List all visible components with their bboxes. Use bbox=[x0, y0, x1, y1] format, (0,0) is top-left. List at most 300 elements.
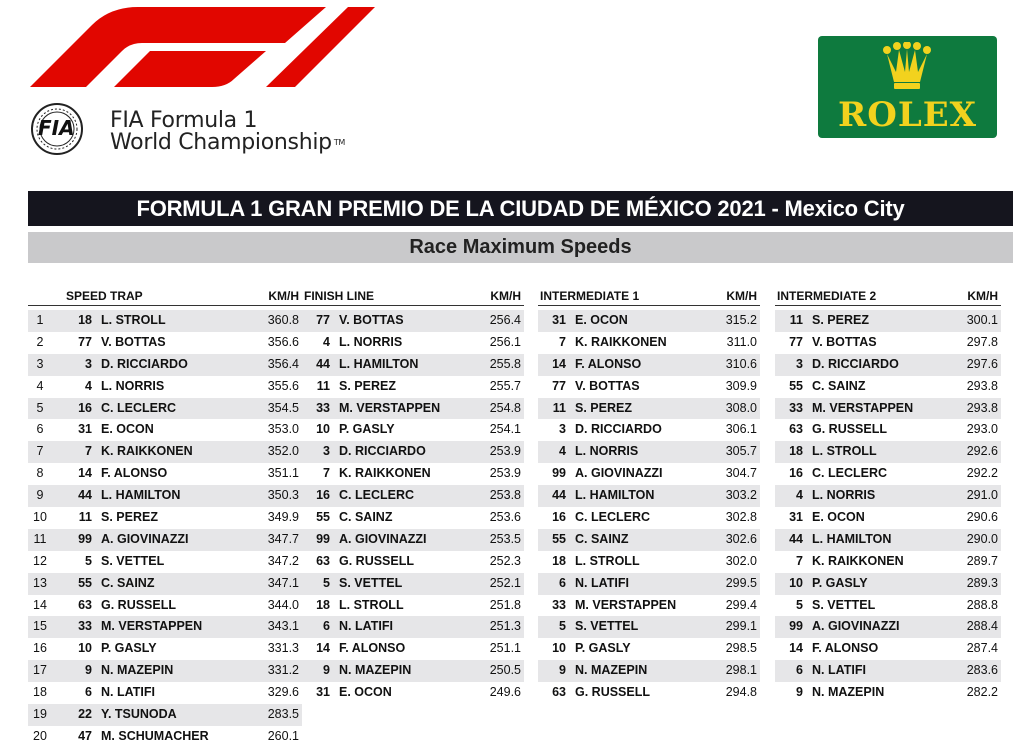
car-number: 63 bbox=[316, 553, 330, 568]
driver-name: P. GASLY bbox=[339, 422, 395, 437]
driver-name: E. OCON bbox=[101, 422, 154, 437]
table-row bbox=[538, 616, 760, 638]
driver-name: E. OCON bbox=[812, 510, 865, 525]
driver-name: S. PEREZ bbox=[339, 378, 396, 393]
car-number: 31 bbox=[789, 510, 803, 525]
car-number: 7 bbox=[796, 553, 803, 568]
speed-value: 290.6 bbox=[966, 510, 998, 525]
speed-value: 349.9 bbox=[267, 510, 299, 525]
fia-wordmark bbox=[110, 110, 345, 154]
table-row bbox=[302, 463, 524, 485]
table-row bbox=[302, 354, 524, 376]
table-row bbox=[302, 638, 524, 660]
table-row bbox=[302, 310, 524, 332]
table-row bbox=[775, 354, 1001, 376]
table-row bbox=[302, 551, 524, 573]
driver-name: E. OCON bbox=[339, 685, 392, 700]
unit-label: KM/H bbox=[967, 289, 998, 303]
driver-name: L. HAMILTON bbox=[575, 488, 655, 503]
speed-value: 356.4 bbox=[267, 356, 299, 371]
speed-value: 352.0 bbox=[267, 444, 299, 459]
speed-value: 353.0 bbox=[267, 422, 299, 437]
driver-name: A. GIOVINAZZI bbox=[575, 466, 663, 481]
speed-value: 299.4 bbox=[725, 597, 757, 612]
table-row bbox=[775, 595, 1001, 617]
driver-name: S. PEREZ bbox=[812, 313, 869, 327]
position: 3 bbox=[36, 356, 44, 371]
position: 11 bbox=[33, 531, 47, 546]
speed-value: 303.2 bbox=[725, 488, 757, 503]
speed-trap-table bbox=[28, 287, 302, 748]
table-row bbox=[302, 441, 524, 463]
speed-value: 250.5 bbox=[489, 663, 521, 678]
driver-name: C. SAINZ bbox=[101, 575, 155, 590]
driver-name: V. BOTTAS bbox=[812, 334, 877, 349]
speed-value: 288.8 bbox=[966, 597, 998, 612]
car-number: 5 bbox=[796, 597, 803, 612]
car-number: 44 bbox=[789, 531, 803, 546]
car-number: 3 bbox=[323, 444, 330, 459]
fia-line1: FIA Formula 1 bbox=[110, 108, 258, 133]
car-number: 5 bbox=[323, 575, 330, 590]
table-row bbox=[28, 485, 302, 507]
table-row bbox=[302, 507, 524, 529]
table-row bbox=[538, 376, 760, 398]
driver-name: L. HAMILTON bbox=[812, 531, 892, 546]
speed-value: 256.1 bbox=[489, 334, 521, 349]
table-header bbox=[775, 287, 1001, 306]
car-number: 10 bbox=[316, 422, 330, 437]
table-row bbox=[28, 726, 302, 748]
speed-value: 252.1 bbox=[489, 575, 521, 590]
car-number: 47 bbox=[78, 728, 92, 743]
speed-value: 302.6 bbox=[725, 531, 757, 546]
speed-value: 253.9 bbox=[489, 466, 521, 481]
speed-value: 291.0 bbox=[966, 488, 998, 503]
car-number: 77 bbox=[78, 334, 92, 349]
speed-value: 355.6 bbox=[267, 378, 299, 393]
table-row bbox=[775, 660, 1001, 682]
table-row bbox=[28, 419, 302, 441]
car-number: 10 bbox=[78, 641, 92, 656]
speed-value: 251.3 bbox=[489, 619, 521, 634]
car-number: 6 bbox=[796, 663, 803, 678]
car-number: 7 bbox=[323, 466, 330, 481]
driver-name: M. VERSTAPPEN bbox=[339, 400, 441, 415]
driver-name: D. RICCIARDO bbox=[339, 444, 426, 459]
table-row bbox=[775, 419, 1001, 441]
car-number: 11 bbox=[316, 378, 330, 393]
speed-value: 252.3 bbox=[489, 553, 521, 568]
page-subtitle: Race Maximum Speeds bbox=[28, 232, 1013, 263]
car-number: 18 bbox=[78, 313, 92, 327]
table-row bbox=[775, 441, 1001, 463]
page-title: FORMULA 1 GRAN PREMIO DE LA CIUDAD DE MÉXICO 2021 - Mexico City bbox=[28, 191, 1013, 226]
table-row bbox=[775, 529, 1001, 551]
car-number: 16 bbox=[789, 466, 803, 481]
table-row bbox=[28, 660, 302, 682]
driver-name: M. SCHUMACHER bbox=[101, 728, 209, 743]
car-number: 44 bbox=[552, 488, 566, 503]
driver-name: A. GIOVINAZZI bbox=[812, 619, 900, 634]
speed-value: 347.1 bbox=[267, 575, 299, 590]
driver-name: K. RAIKKONEN bbox=[575, 334, 667, 349]
car-number: 33 bbox=[78, 619, 92, 634]
driver-name: K. RAIKKONEN bbox=[339, 466, 431, 481]
speed-value: 293.8 bbox=[966, 400, 998, 415]
car-number: 55 bbox=[78, 575, 92, 590]
driver-name: N. MAZEPIN bbox=[575, 663, 648, 678]
speed-value: 293.0 bbox=[966, 422, 998, 437]
speed-value: 290.0 bbox=[966, 531, 998, 546]
table-row bbox=[775, 638, 1001, 660]
speed-value: 288.4 bbox=[966, 619, 998, 634]
speed-value: 292.2 bbox=[966, 466, 998, 481]
speed-value: 308.0 bbox=[725, 400, 757, 415]
unit-label: KM/H bbox=[268, 289, 299, 303]
speed-value: 260.1 bbox=[267, 728, 299, 743]
driver-name: G. RUSSELL bbox=[339, 553, 415, 568]
trademark: TM bbox=[333, 138, 346, 147]
car-number: 6 bbox=[559, 575, 566, 590]
table-row bbox=[538, 682, 760, 704]
speed-value: 289.7 bbox=[966, 553, 998, 568]
speed-value: 298.1 bbox=[725, 663, 757, 678]
speed-value: 289.3 bbox=[966, 575, 998, 590]
car-number: 99 bbox=[552, 466, 566, 481]
table-row bbox=[775, 551, 1001, 573]
unit-label: KM/H bbox=[726, 289, 757, 303]
car-number: 10 bbox=[789, 575, 803, 590]
table-row bbox=[775, 682, 1001, 704]
driver-name: S. VETTEL bbox=[812, 597, 876, 612]
car-number: 14 bbox=[78, 466, 92, 481]
car-number: 55 bbox=[316, 510, 330, 525]
table-row bbox=[28, 616, 302, 638]
table-row bbox=[538, 354, 760, 376]
driver-name: L. NORRIS bbox=[339, 334, 403, 349]
car-number: 31 bbox=[316, 685, 330, 700]
car-number: 4 bbox=[559, 444, 566, 459]
table-row bbox=[28, 529, 302, 551]
table-row bbox=[28, 463, 302, 485]
driver-name: S. PEREZ bbox=[101, 510, 158, 525]
car-number: 99 bbox=[789, 619, 803, 634]
driver-name: N. MAZEPIN bbox=[339, 663, 412, 678]
table-row bbox=[302, 660, 524, 682]
table-row bbox=[28, 332, 302, 354]
driver-name: L. NORRIS bbox=[575, 444, 639, 459]
driver-name: S. VETTEL bbox=[101, 553, 165, 568]
car-number: 10 bbox=[552, 641, 566, 656]
speed-value: 251.8 bbox=[489, 597, 521, 612]
car-number: 4 bbox=[796, 488, 803, 503]
speed-value: 309.9 bbox=[725, 378, 757, 393]
table-row bbox=[302, 529, 524, 551]
car-number: 14 bbox=[789, 641, 803, 656]
table-row bbox=[28, 638, 302, 660]
driver-name: L. STROLL bbox=[101, 313, 166, 327]
table-row bbox=[775, 398, 1001, 420]
unit-label: KM/H bbox=[490, 289, 521, 303]
position: 9 bbox=[36, 488, 44, 503]
table-row bbox=[538, 310, 760, 332]
intermediate-2-table bbox=[775, 287, 1001, 704]
driver-name: F. ALONSO bbox=[575, 356, 642, 371]
table-row bbox=[302, 376, 524, 398]
car-number: 63 bbox=[78, 597, 92, 612]
table-row bbox=[302, 332, 524, 354]
position: 19 bbox=[33, 707, 47, 722]
driver-name: F. ALONSO bbox=[101, 466, 168, 481]
car-number: 9 bbox=[323, 663, 330, 678]
car-number: 3 bbox=[559, 422, 566, 437]
table-row bbox=[775, 507, 1001, 529]
driver-name: D. RICCIARDO bbox=[812, 356, 899, 371]
speed-value: 344.0 bbox=[267, 597, 299, 612]
driver-name: N. LATIFI bbox=[812, 663, 866, 678]
position: 6 bbox=[36, 422, 44, 437]
car-number: 55 bbox=[552, 531, 566, 546]
driver-name: E. OCON bbox=[575, 313, 628, 327]
car-number: 77 bbox=[316, 313, 330, 327]
driver-name: G. RUSSELL bbox=[101, 597, 177, 612]
car-number: 5 bbox=[85, 553, 92, 568]
car-number: 33 bbox=[789, 400, 803, 415]
position: 1 bbox=[36, 313, 44, 327]
car-number: 33 bbox=[552, 597, 566, 612]
car-number: 44 bbox=[78, 488, 92, 503]
speed-value: 299.1 bbox=[725, 619, 757, 634]
table-header bbox=[28, 287, 302, 306]
table-row bbox=[302, 485, 524, 507]
table-row bbox=[28, 441, 302, 463]
car-number: 7 bbox=[559, 334, 566, 349]
speed-value: 329.6 bbox=[267, 685, 299, 700]
table-row bbox=[28, 376, 302, 398]
driver-name: C. LECLERC bbox=[575, 510, 650, 525]
position: 16 bbox=[33, 641, 47, 656]
position: 18 bbox=[33, 685, 47, 700]
car-number: 3 bbox=[85, 356, 92, 371]
speed-value: 255.7 bbox=[489, 378, 521, 393]
car-number: 77 bbox=[552, 378, 566, 393]
table-row bbox=[302, 682, 524, 704]
position: 10 bbox=[33, 510, 47, 525]
driver-name: C. LECLERC bbox=[339, 488, 414, 503]
table-row bbox=[28, 354, 302, 376]
table-row bbox=[538, 529, 760, 551]
car-number: 11 bbox=[789, 313, 803, 327]
table-row bbox=[775, 463, 1001, 485]
driver-name: A. GIOVINAZZI bbox=[101, 531, 189, 546]
table-row bbox=[538, 332, 760, 354]
speed-value: 310.6 bbox=[725, 356, 757, 371]
position: 5 bbox=[36, 400, 44, 415]
speed-value: 311.0 bbox=[726, 334, 757, 349]
table-row bbox=[28, 704, 302, 726]
car-number: 14 bbox=[552, 356, 566, 371]
speed-value: 304.7 bbox=[725, 466, 757, 481]
speed-value: 350.3 bbox=[267, 488, 299, 503]
speed-value: 293.8 bbox=[966, 378, 998, 393]
speed-value: 251.1 bbox=[489, 641, 521, 656]
driver-name: K. RAIKKONEN bbox=[812, 553, 904, 568]
speed-value: 254.1 bbox=[489, 422, 521, 437]
speed-value: 283.6 bbox=[966, 663, 998, 678]
position: 14 bbox=[33, 597, 47, 612]
speed-value: 300.1 bbox=[966, 313, 998, 327]
car-number: 63 bbox=[789, 422, 803, 437]
table-row bbox=[302, 419, 524, 441]
table-row bbox=[28, 682, 302, 704]
car-number: 63 bbox=[552, 685, 566, 700]
speed-value: 331.2 bbox=[267, 663, 299, 678]
speed-value: 302.8 bbox=[725, 510, 757, 525]
driver-name: L. STROLL bbox=[812, 444, 877, 459]
fia-line2-wrap bbox=[110, 132, 345, 154]
position: 20 bbox=[33, 728, 47, 743]
driver-name: C. LECLERC bbox=[101, 400, 176, 415]
driver-name: A. GIOVINAZZI bbox=[339, 531, 427, 546]
speed-value: 287.4 bbox=[966, 641, 998, 656]
car-number: 11 bbox=[552, 400, 566, 415]
fia-line2: World Championship bbox=[110, 130, 332, 155]
speed-value: 253.8 bbox=[489, 488, 521, 503]
column-title: INTERMEDIATE 1 bbox=[540, 289, 640, 303]
position: 4 bbox=[36, 378, 44, 393]
position: 2 bbox=[36, 334, 44, 349]
table-row bbox=[538, 507, 760, 529]
car-number: 11 bbox=[78, 510, 92, 525]
driver-name: V. BOTTAS bbox=[339, 313, 404, 327]
speed-value: 253.5 bbox=[489, 531, 521, 546]
column-title: INTERMEDIATE 2 bbox=[777, 289, 877, 303]
crown-icon bbox=[882, 42, 932, 92]
table-row bbox=[28, 573, 302, 595]
position: 13 bbox=[33, 575, 47, 590]
driver-name: F. ALONSO bbox=[339, 641, 406, 656]
speed-value: 315.2 bbox=[725, 313, 757, 327]
speed-value: 282.2 bbox=[966, 685, 998, 700]
driver-name: S. PEREZ bbox=[575, 400, 632, 415]
driver-name: C. LECLERC bbox=[812, 466, 887, 481]
driver-name: M. VERSTAPPEN bbox=[575, 597, 677, 612]
driver-name: C. SAINZ bbox=[339, 510, 393, 525]
car-number: 33 bbox=[316, 400, 330, 415]
speed-value: 306.1 bbox=[725, 422, 757, 437]
driver-name: V. BOTTAS bbox=[575, 378, 640, 393]
f1-logo bbox=[30, 3, 375, 87]
driver-name: N. LATIFI bbox=[339, 619, 393, 634]
table-row bbox=[538, 463, 760, 485]
table-row bbox=[28, 398, 302, 420]
finish-line-table bbox=[302, 287, 524, 704]
column-title: SPEED TRAP bbox=[66, 289, 143, 303]
speed-value: 249.6 bbox=[489, 685, 521, 700]
table-row bbox=[775, 485, 1001, 507]
driver-name: D. RICCIARDO bbox=[575, 422, 662, 437]
driver-name: C. SAINZ bbox=[575, 531, 629, 546]
speed-value: 356.6 bbox=[267, 334, 299, 349]
table-row bbox=[302, 616, 524, 638]
car-number: 16 bbox=[316, 488, 330, 503]
car-number: 9 bbox=[85, 663, 92, 678]
speed-value: 331.3 bbox=[267, 641, 299, 656]
car-number: 9 bbox=[796, 685, 803, 700]
driver-name: N. MAZEPIN bbox=[812, 685, 885, 700]
speed-value: 292.6 bbox=[966, 444, 998, 459]
speed-value: 298.5 bbox=[725, 641, 757, 656]
position: 7 bbox=[36, 444, 44, 459]
driver-name: F. ALONSO bbox=[812, 641, 879, 656]
speed-value: 351.1 bbox=[267, 466, 299, 481]
driver-name: D. RICCIARDO bbox=[101, 356, 188, 371]
table-row bbox=[775, 616, 1001, 638]
driver-name: G. RUSSELL bbox=[812, 422, 888, 437]
speed-value: 256.4 bbox=[489, 313, 521, 327]
speed-value: 360.8 bbox=[267, 313, 299, 327]
driver-name: M. VERSTAPPEN bbox=[812, 400, 914, 415]
driver-name: M. VERSTAPPEN bbox=[101, 619, 203, 634]
driver-name: Y. TSUNODA bbox=[101, 707, 177, 722]
rolex-logo bbox=[818, 36, 997, 138]
speed-value: 255.8 bbox=[489, 356, 521, 371]
fia-badge-text: FIA bbox=[38, 116, 75, 140]
table-row bbox=[538, 419, 760, 441]
speed-value: 343.1 bbox=[267, 619, 299, 634]
car-number: 7 bbox=[85, 444, 92, 459]
table-row bbox=[538, 485, 760, 507]
speed-value: 253.6 bbox=[489, 510, 521, 525]
driver-name: S. VETTEL bbox=[339, 575, 403, 590]
table-row bbox=[302, 398, 524, 420]
table-header bbox=[538, 287, 760, 306]
table-row bbox=[775, 573, 1001, 595]
driver-name: L. NORRIS bbox=[812, 488, 876, 503]
table-row bbox=[538, 638, 760, 660]
car-number: 5 bbox=[559, 619, 566, 634]
table-row bbox=[28, 551, 302, 573]
speed-value: 305.7 bbox=[725, 444, 757, 459]
car-number: 14 bbox=[316, 641, 330, 656]
driver-name: P. GASLY bbox=[101, 641, 157, 656]
car-number: 16 bbox=[78, 400, 92, 415]
driver-name: L. STROLL bbox=[575, 553, 640, 568]
driver-name: C. SAINZ bbox=[812, 378, 866, 393]
car-number: 44 bbox=[316, 356, 330, 371]
table-row bbox=[538, 441, 760, 463]
driver-name: P. GASLY bbox=[812, 575, 868, 590]
car-number: 16 bbox=[552, 510, 566, 525]
table-row bbox=[775, 332, 1001, 354]
car-number: 55 bbox=[789, 378, 803, 393]
driver-name: L. HAMILTON bbox=[339, 356, 419, 371]
car-number: 18 bbox=[789, 444, 803, 459]
table-row bbox=[28, 310, 302, 332]
speed-value: 283.5 bbox=[267, 707, 299, 722]
car-number: 9 bbox=[559, 663, 566, 678]
driver-name: N. LATIFI bbox=[575, 575, 629, 590]
driver-name: V. BOTTAS bbox=[101, 334, 166, 349]
speed-value: 299.5 bbox=[725, 575, 757, 590]
driver-name: P. GASLY bbox=[575, 641, 631, 656]
table-row bbox=[538, 660, 760, 682]
table-row bbox=[538, 551, 760, 573]
speed-value: 254.8 bbox=[489, 400, 521, 415]
car-number: 31 bbox=[552, 313, 566, 327]
car-number: 18 bbox=[316, 597, 330, 612]
